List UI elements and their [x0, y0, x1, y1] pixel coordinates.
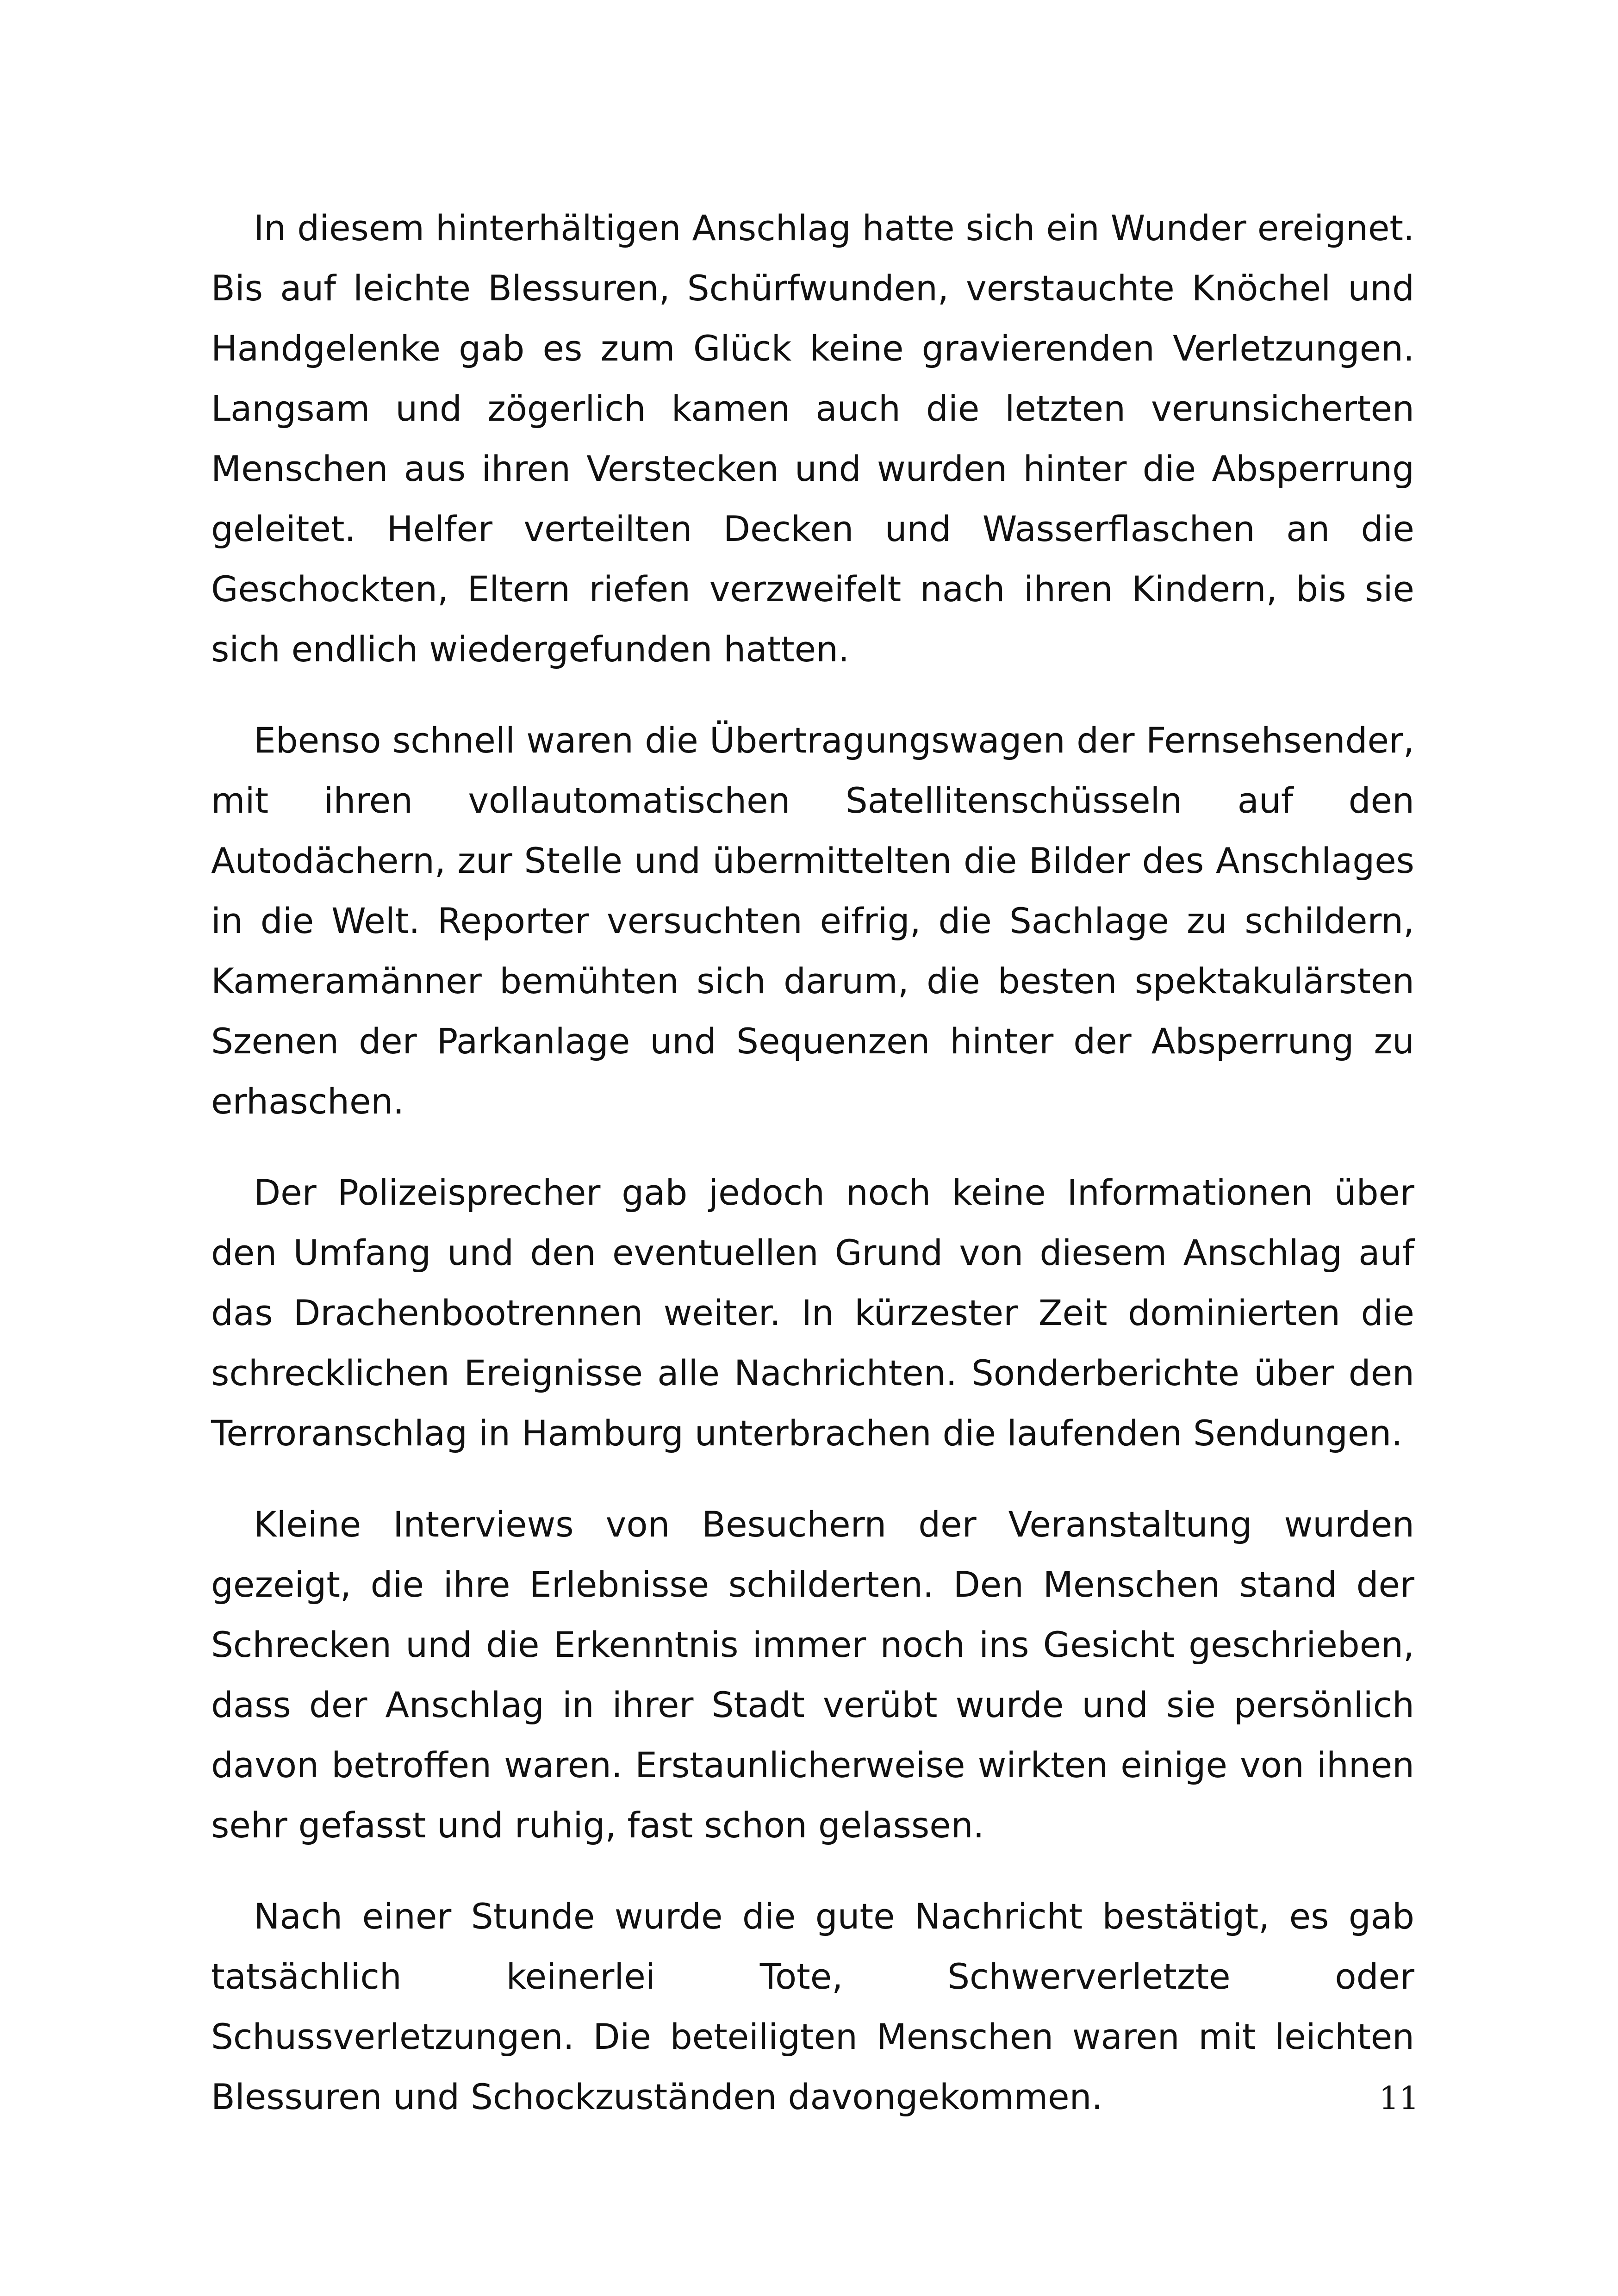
paragraph-4: Kleine Interviews von Besuchern der Veranstaltung wurden gezeigt, die ihre Erlebnisse schilderten. Den Menschen stand der Schrecken und die Erkenntnis immer noch ins Gesicht geschrieben, dass der Anschlag in ihrer Stadt verübt wurde und sie persönlich davon betroffen waren. Erstaunlicherweise wirkten einige von ihnen sehr gefasst und ruhig, fast schon gelassen.: [211, 1504, 1414, 1846]
paragraph-3: Der Polizeisprecher gab jedoch noch keine Informationen über den Umfang und den eventuellen Grund von diesem Anschlag auf das Drachenbootrennen weiter. In kürzester Zeit dominierten die schrecklichen Ereignisse alle Nachrichten. Sonderberichte über den Terroranschlag in Hamburg unterbrachen die laufenden Sendungen.: [211, 1172, 1414, 1454]
paragraph-1: In diesem hinterhältigen Anschlag hatte sich ein Wunder ereignet. Bis auf leichte Blessuren, Schürfwunden, verstauchte Knöchel und Handgelenke gab es zum Glück keine gravierenden Verletzungen. Langsam und zögerlich kamen auch die letzten verunsicherten Menschen aus ihren Verstecken und wurden hinter die Absperrung geleitet. Helfer verteilten Decken und Wasserflaschen an die Geschockten, Eltern riefen verzweifelt nach ihren Kindern, bis sie sich endlich wiedergefunden hatten.: [211, 208, 1414, 670]
paragraph-5: Nach einer Stunde wurde die gute Nachricht bestätigt, es gab tatsächlich keinerlei Tote, Schwerverletzte oder Schussverletzungen. Die beteiligten Menschen waren mit leichten Blessuren und Schockzuständen davongekommen.: [211, 1896, 1414, 2117]
page-number: 11: [1379, 2080, 1419, 2117]
paragraph-2: Ebenso schnell waren die Übertragungswagen der Fernsehsender, mit ihren vollautomatischen Satellitenschüsseln auf den Autodächern, zur Stelle und übermittelten die Bilder des Anschlages in die Welt. Reporter versuchten eifrig, die Sachlage zu schildern, Kameramänner bemühten sich darum, die besten spektakulärsten Szenen der Parkanlage und Sequenzen hinter der Absperrung zu erhaschen.: [211, 720, 1414, 1122]
body-text: [211, 198, 1414, 2127]
